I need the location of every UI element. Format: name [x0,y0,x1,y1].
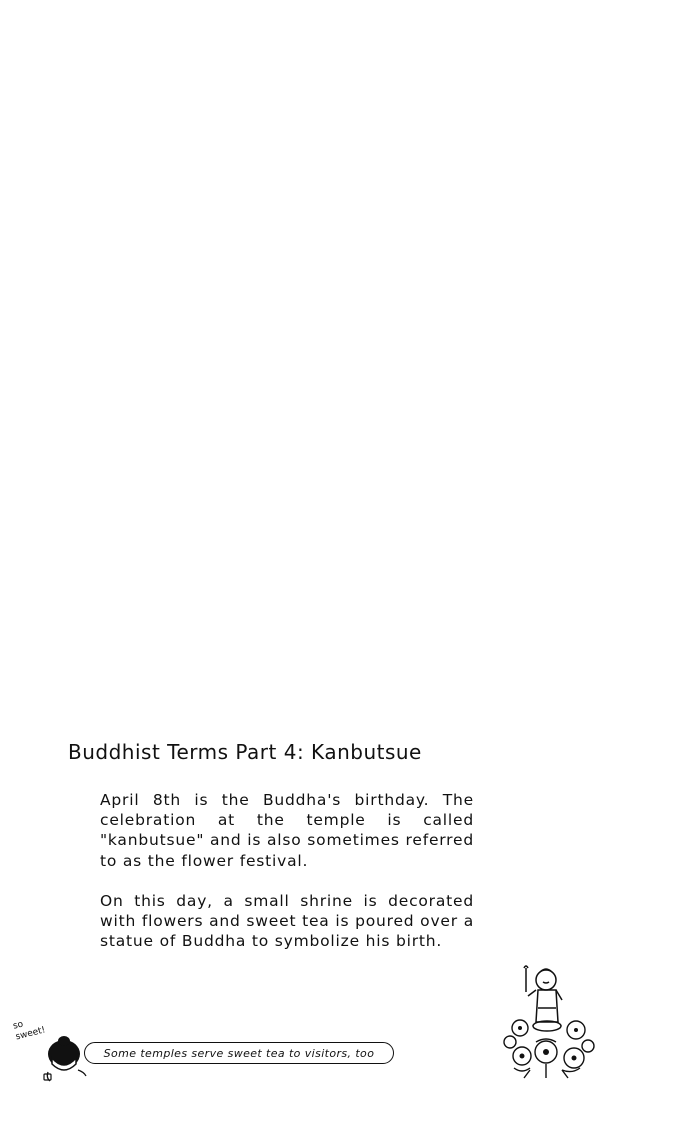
paragraph-1: April 8th is the Buddha's birthday. The celebration at the temple is called "kanbutsue" and is also sometimes referred to as the flower festival. [100,791,474,870]
buddha-statue-flowers-icon [500,960,596,1080]
paragraph-2: On this day, a small shrine is decorated with flowers and sweet tea is poured over a statue of Buddha to symbolize his birth. [100,891,474,951]
speech-bubble: Some temples serve sweet tea to visitors, too [84,1042,394,1064]
chibi-character-icon [40,1028,90,1084]
so-sweet-note: so sweet! [12,1019,47,1043]
section-title: Buddhist Terms Part 4: Kanbutsue [68,740,422,764]
section-body [100,790,474,971]
